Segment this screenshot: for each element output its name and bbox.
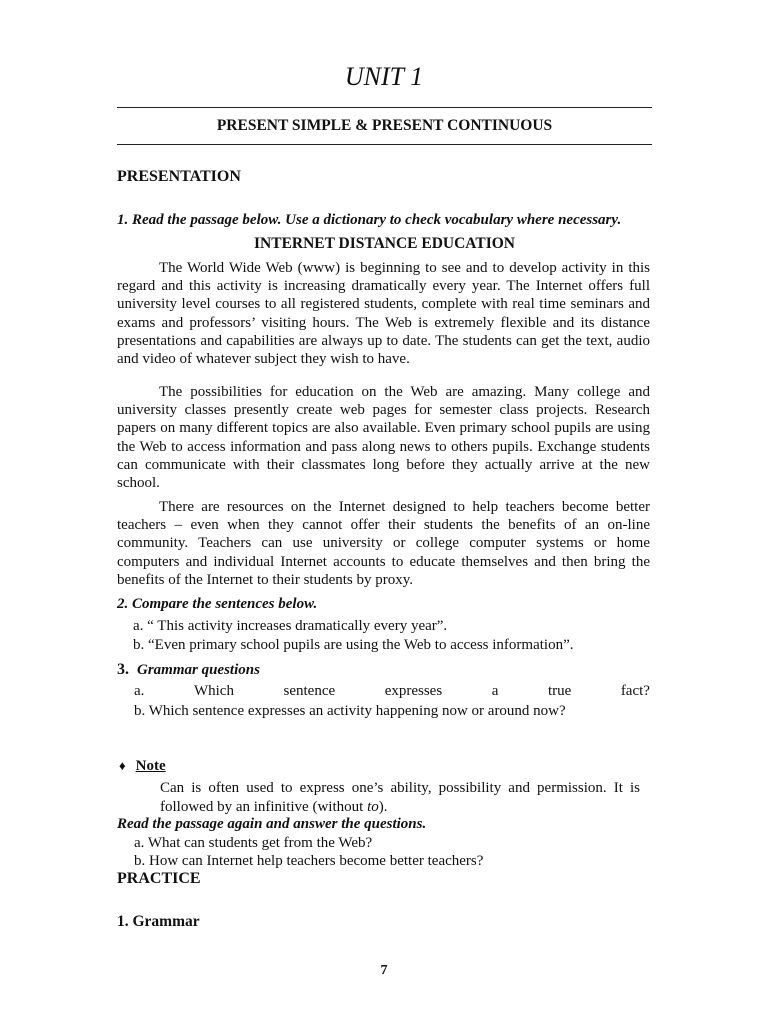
section3-instruction: Grammar questions: [137, 662, 260, 678]
reread-item-b: b. How can Internet help teachers become better teachers?: [134, 853, 484, 869]
note-text-main: Can is often used to express one’s ability, possibility and permission. It is followed by an infinitive (without: [160, 780, 640, 815]
passage-title: INTERNET DISTANCE EDUCATION: [254, 235, 515, 252]
page-number: 7: [380, 963, 388, 978]
diamond-bullet-icon: ♦: [119, 758, 126, 773]
passage-paragraph-3: There are resources on the Internet designed to help teachers become better teachers – even when they cannot offer their students the benefits of an on-line community. Teachers can use university or college computer systems or home computers and individual Internet accounts to educate themselves and then bring the benefits of the Internet to their students by proxy.: [117, 499, 650, 588]
presentation-heading: PRESENTATION: [117, 168, 241, 185]
item-a-word: fact?: [620, 683, 650, 699]
note-text-end: ).: [378, 799, 388, 815]
unit-title: UNIT 1: [344, 62, 424, 91]
section2-item-a: a. “ This activity increases dramatically every year”.: [133, 618, 448, 634]
lesson-subtitle: PRESENT SIMPLE & PRESENT CONTINUOUS: [216, 117, 553, 134]
section2-instruction: 2. Compare the sentences below.: [117, 596, 318, 612]
passage-paragraph-2: The possibilities for education on the Web are amazing. Many college and university classes presently create web pages for semester class projects. Research papers on many different topics are also available. Even primary school pupils are using the Web to access information and pass along news to others pupils. Exchange students can communicate with their classmates long before they actually arrive at the new school.: [117, 384, 650, 492]
top-divider: [117, 107, 652, 108]
section1-instruction: 1. Read the passage below. Use a dictionary to check vocabulary where necessary.: [117, 212, 622, 228]
item-a-word: expresses: [384, 683, 443, 699]
item-a-word: a.: [134, 683, 145, 699]
item-a-word: true: [547, 683, 572, 699]
passage-paragraph-1: The World Wide Web (www) is beginning to see and to develop activity in this regard and this activity is increasing dramatically every year. The Internet offers full university level courses to all registered students, complete with real time seminars and exams and professors’ visiting hours. The Web is extremely flexible and its distance presentations and capabilities are always up to date. The students can get the text, audio and video of whatever subject they wish to have.: [117, 260, 650, 368]
practice-heading: PRACTICE: [117, 870, 201, 887]
note-label: Note: [135, 758, 166, 774]
note-text: [160, 779, 640, 817]
item-a-word: Which: [193, 683, 234, 699]
section3-number: 3.: [117, 661, 129, 678]
reread-item-a: a. What can students get from the Web?: [134, 835, 373, 851]
reread-instruction: Read the passage again and answer the questions.: [117, 816, 427, 832]
item-a-word: a: [491, 683, 499, 699]
section3-item-a: [134, 683, 650, 700]
section3-item-b: b. Which sentence expresses an activity happening now or around now?: [134, 703, 566, 719]
grammar-heading: 1. Grammar: [117, 913, 200, 930]
section3-heading: [117, 661, 260, 679]
bottom-divider: [117, 144, 652, 145]
item-a-word: sentence: [283, 683, 336, 699]
section2-item-b: b. “Even primary school pupils are using the Web to access information”.: [133, 637, 574, 653]
note-text-italic: to: [367, 799, 379, 815]
note-heading: [119, 757, 166, 775]
